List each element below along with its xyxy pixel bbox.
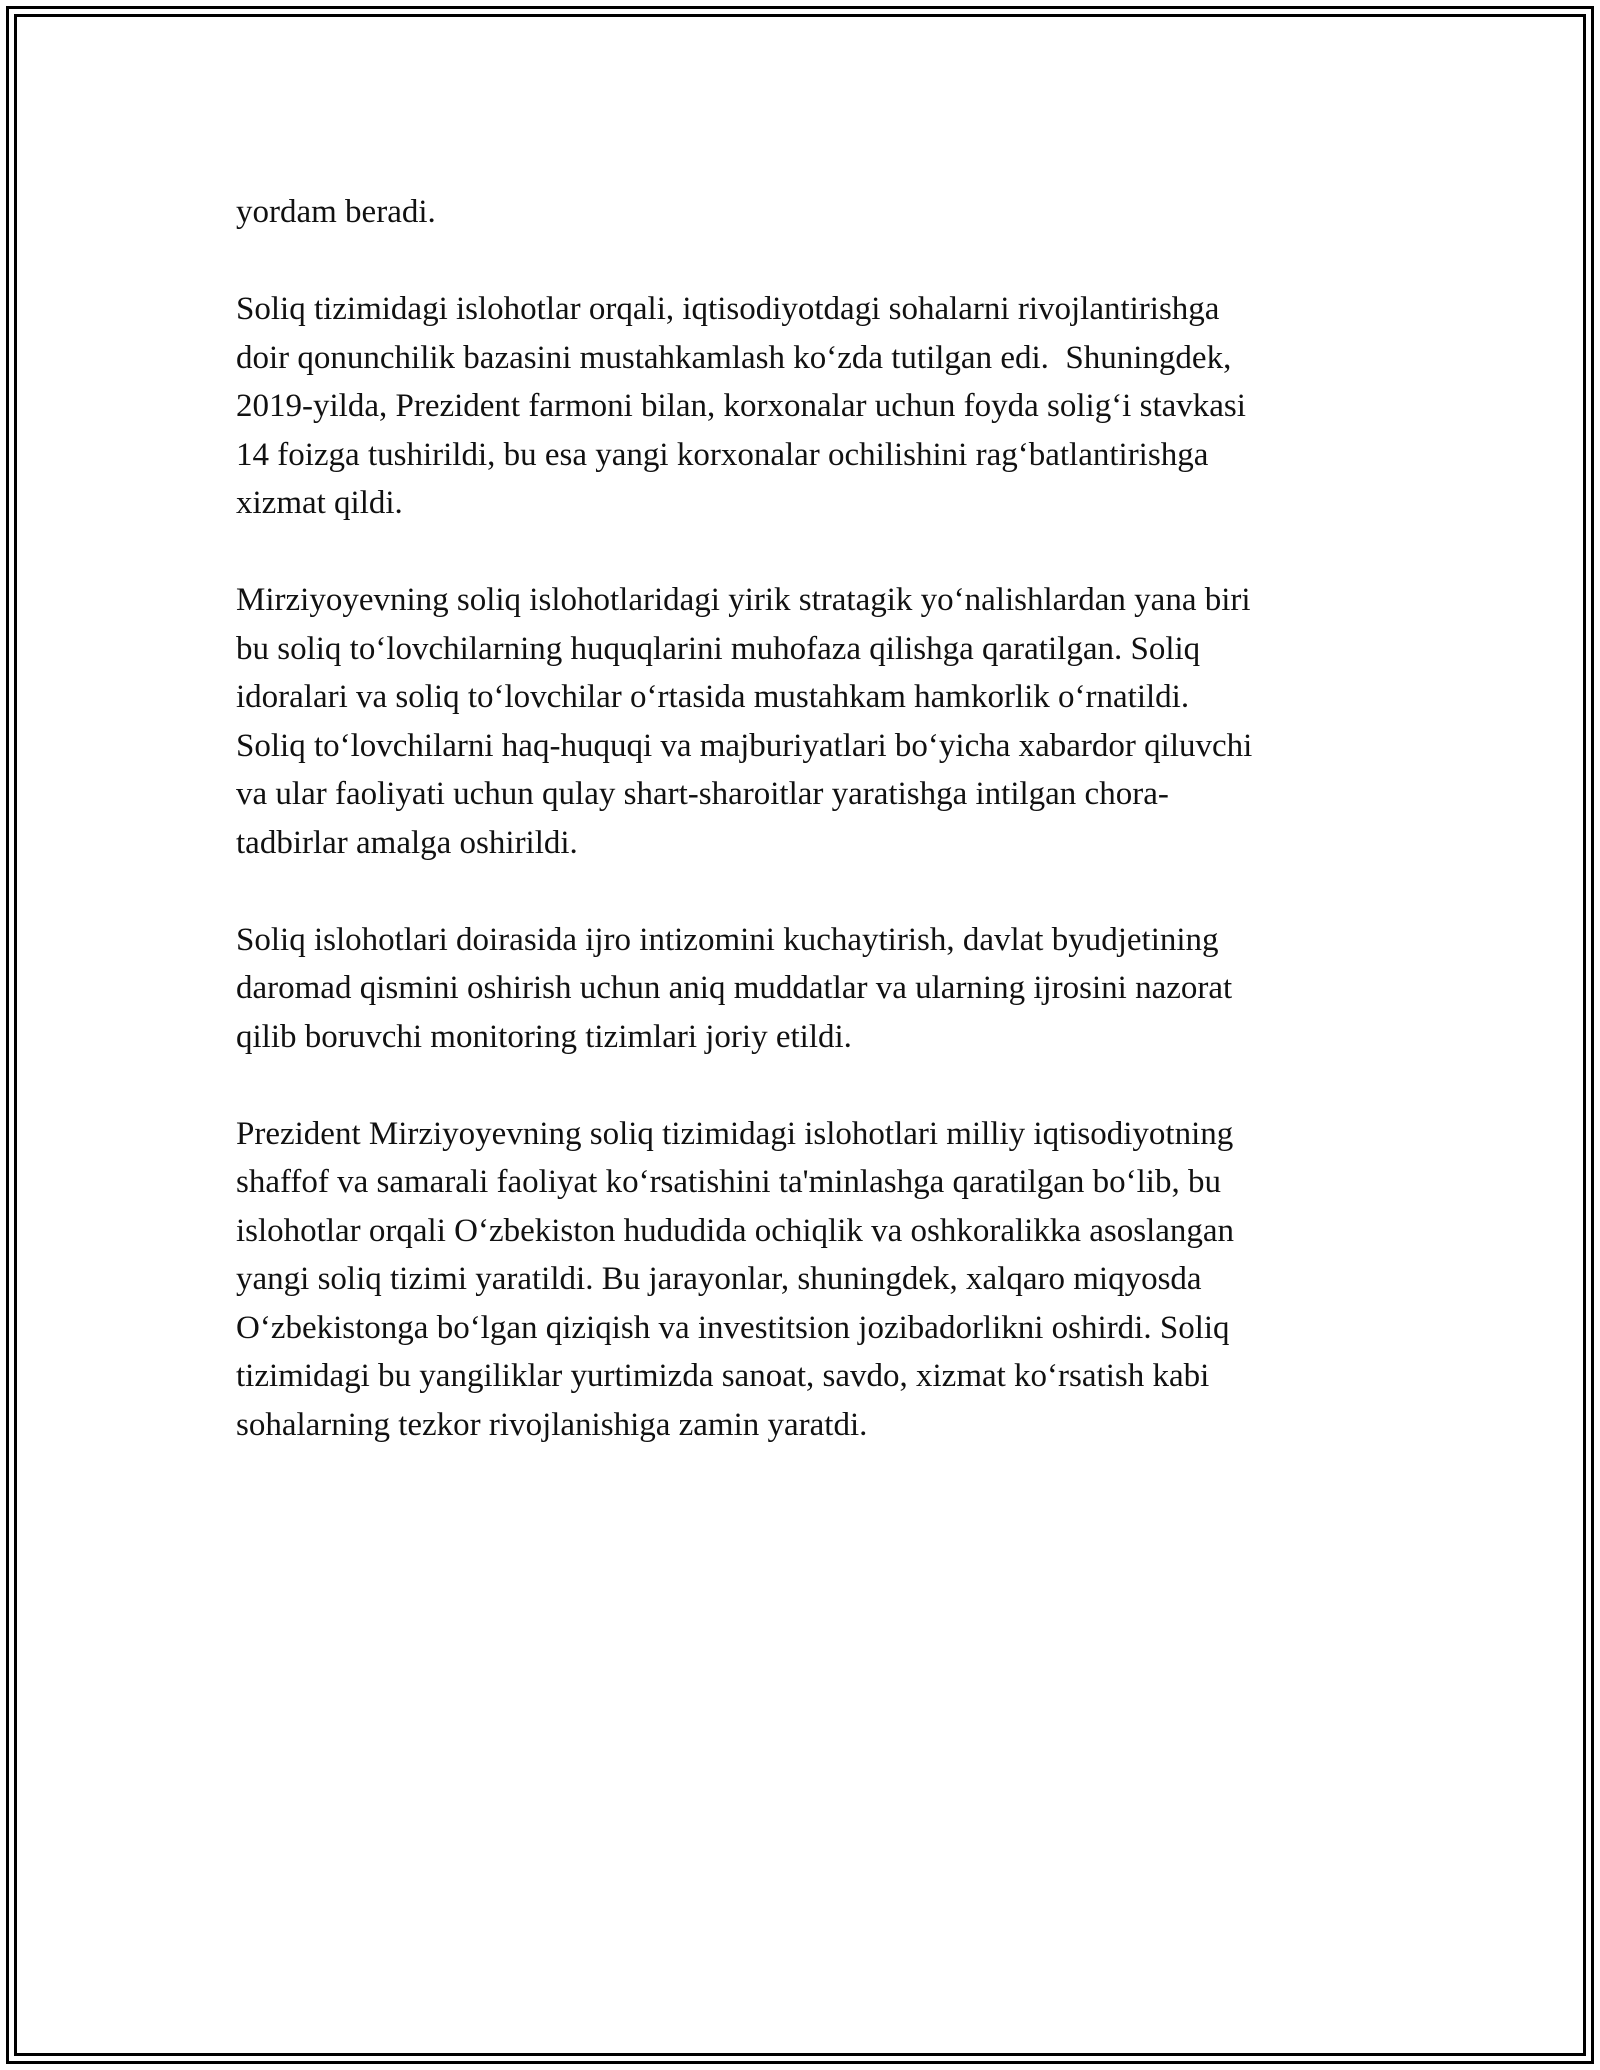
text-line: 14 foizga tushirildi, bu esa yangi korxonalar ochilishini rag‘batlantirishga <box>236 436 1209 473</box>
text-line: tizimidagi bu yangiliklar yurtimizda sanoat, savdo, xizmat ko‘rsatish kabi <box>236 1358 1210 1394</box>
text-line: bu soliq to‘lovchilarning huquqlarini muhofaza qilishga qaratilgan. Soliq <box>236 630 1201 667</box>
text-line: daromad qismini oshirish uchun aniq muddatlar va ularning ijrosini nazorat <box>236 970 1233 1006</box>
paragraph-monitoring-systems <box>236 916 1376 1062</box>
text-line: doir qonunchilik bazasini mustahkamlash ko‘zda tutilgan edi. Shuningdek, <box>236 339 1232 376</box>
text-line: yordam beradi. <box>236 194 436 230</box>
text-line: tadbirlar amalga oshirildi. <box>236 824 578 861</box>
text-line: yangi soliq tizimi yaratildi. Bu jarayonlar, shuningdek, xalqaro miqyosda <box>236 1261 1202 1297</box>
text-line: Soliq islohotlari doirasida ijro intizomini kuchaytirish, davlat byudjetining <box>236 921 1219 958</box>
text-line: shaffof va samarali faoliyat ko‘rsatishini ta'minlashga qaratilgan bo‘lib, bu <box>236 1164 1221 1200</box>
text-line: qilib boruvchi monitoring tizimlari joriy etildi. <box>236 1018 852 1055</box>
text-line: xizmat qildi. <box>236 485 403 521</box>
text-line: sohalarning tezkor rivojlanishiga zamin yaratdi. <box>236 1406 868 1443</box>
paragraph-continuation <box>236 188 1376 237</box>
text-line: Mirziyoyevning soliq islohotlaridagi yirik stratagik yo‘nalishlardan yana biri <box>236 582 1251 618</box>
text-line: islohotlar orqali O‘zbekiston hududida ochiqlik va oshkoralikka asoslangan <box>236 1212 1235 1249</box>
text-line: O‘zbekistonga bo‘lgan qiziqish va investitsion jozibadorlikni oshirdi. Soliq <box>236 1309 1230 1346</box>
text-line: va ular faoliyati uchun qulay shart-sharoitlar yaratishga intilgan chora- <box>236 776 1169 812</box>
text-line: Prezident Mirziyoyevning soliq tizimidagi islohotlari milliy iqtisodiyotning <box>236 1115 1234 1152</box>
paragraph-reform-outcomes <box>236 1110 1376 1450</box>
text-line: 2019-yilda, Prezident farmoni bilan, korxonalar uchun foyda solig‘i stavkasi <box>236 388 1246 424</box>
paragraph-tax-reforms-legislation <box>236 285 1376 528</box>
paragraph-taxpayer-rights <box>236 576 1376 867</box>
text-line: Soliq to‘lovchilarni haq-huquqi va majburiyatlari bo‘yicha xabardor qiluvchi <box>236 727 1253 764</box>
document-body <box>236 188 1376 1498</box>
text-line: Soliq tizimidagi islohotlar orqali, iqtisodiyotdagi sohalarni rivojlantirishga <box>236 291 1220 327</box>
text-line: idoralari va soliq to‘lovchilar o‘rtasida mustahkam hamkorlik o‘rnatildi. <box>236 679 1190 715</box>
